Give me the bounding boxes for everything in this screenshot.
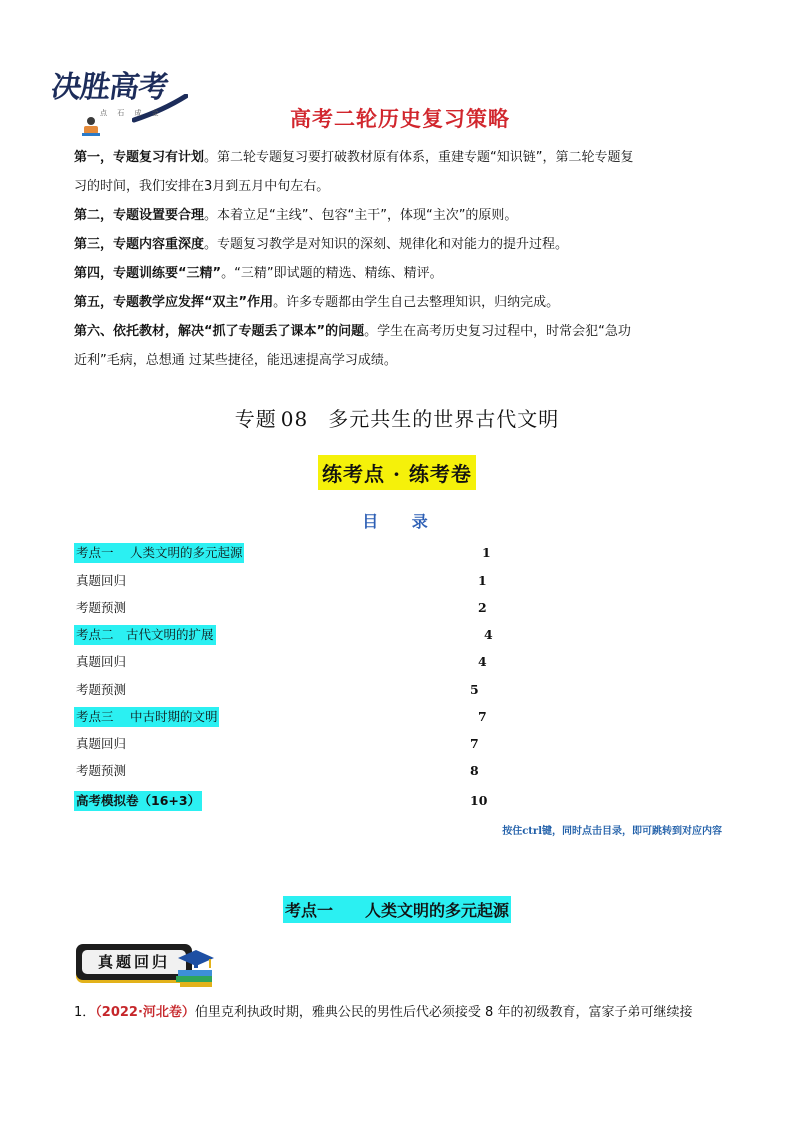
subject-name: 多元共生的世界古代文明 xyxy=(328,407,560,431)
strategy-head: 第二，专题设置要合理 xyxy=(74,208,205,223)
toc-item[interactable] xyxy=(74,652,487,672)
toc-item-page: 1 xyxy=(478,573,487,588)
toc-item[interactable] xyxy=(74,598,487,618)
strategy-list xyxy=(74,143,726,375)
toc-item-label[interactable]: 真题回归 xyxy=(76,736,127,751)
toc-item[interactable] xyxy=(74,734,479,754)
strategy-head: 第五，专题教学应发挥“双主”作用 xyxy=(74,295,274,310)
strategy-head: 第三，专题内容重深度 xyxy=(74,237,205,252)
strategy-line xyxy=(74,143,726,172)
logo-text: 决胜高考 xyxy=(49,70,170,105)
toc-note: 按住ctrl键，同时点击目录，即可跳转到对应内容 xyxy=(502,826,722,837)
toc-item-page: 1 xyxy=(482,545,491,560)
strategy-head: 第六、依托教材，解决“抓了专题丢了课本”的问题 xyxy=(74,324,365,339)
strategy-line xyxy=(74,259,726,288)
toc-item[interactable] xyxy=(74,571,487,591)
toc-item[interactable] xyxy=(74,543,491,563)
strategy-line xyxy=(74,172,726,201)
main-title: 高考二轮历史复习策略 xyxy=(290,107,510,131)
strategy-body: 习的时间，我们安排在3月到五月中旬左右。 xyxy=(74,179,330,194)
toc-item-label[interactable]: 考点一 人类文明的多元起源 xyxy=(74,543,244,563)
strategy-body: 近利”毛病，总想通 过某些捷径，能迅速提高学习成绩。 xyxy=(74,353,397,368)
strategy-body: 。许多专题都由学生自己去整理知识，归纳完成。 xyxy=(273,295,560,310)
books-icon xyxy=(172,946,216,988)
toc-item[interactable] xyxy=(74,707,487,727)
toc-item-label[interactable]: 考题预测 xyxy=(76,600,127,615)
subtitle-pill-wrap xyxy=(0,455,794,490)
toc-item[interactable] xyxy=(74,791,488,811)
toc-item[interactable] xyxy=(74,761,479,781)
strategy-body: 。学生在高考历史复习过程中，时常会犯“急功 xyxy=(364,324,631,339)
strategy-head: 第四，专题训练要“三精” xyxy=(74,266,222,281)
toc-item-page: 4 xyxy=(478,654,487,669)
subject-title xyxy=(0,403,794,432)
toc-item-label[interactable]: 考题预测 xyxy=(76,682,127,697)
section-title-wrap xyxy=(0,896,794,923)
subject-prefix: 专题 xyxy=(234,407,277,431)
toc-item-page: 4 xyxy=(484,627,493,642)
strategy-body: 。第二轮专题复习要打破教材原有体系，重建专题“知识链”，第二轮专题复 xyxy=(204,150,634,165)
question-text: 伯里克利执政时期，雅典公民的男性后代必须接受 8 年的初级教育，富家子弟可继续接 xyxy=(194,1005,693,1020)
toc-item[interactable] xyxy=(74,680,479,700)
question-number: 1． xyxy=(74,1005,96,1020)
question-source: （2022·河北卷） xyxy=(95,1005,195,1020)
toc-item-page: 7 xyxy=(478,709,487,724)
strategy-line xyxy=(74,317,726,346)
question-1 xyxy=(74,1003,734,1023)
strategy-body: 。“三精”即试题的精选、精练、精评。 xyxy=(221,266,443,281)
strategy-line xyxy=(74,346,726,375)
subtitle-pill: 练考点 · 练考卷 xyxy=(318,455,476,490)
strategy-body: 。本着立足“主线”、包容“主干”，体现“主次”的原则。 xyxy=(204,208,518,223)
section-title: 考点一 人类文明的多元起源 xyxy=(283,896,511,923)
toc-title: 目 录 xyxy=(362,512,442,531)
badge-label: 真题回归 xyxy=(82,950,186,974)
strategy-line xyxy=(74,288,726,317)
toc-item-label[interactable]: 真题回归 xyxy=(76,573,127,588)
toc-item-page: 7 xyxy=(470,736,479,751)
toc-item-page: 5 xyxy=(470,682,479,697)
strategy-line xyxy=(74,230,726,259)
toc-item-page: 8 xyxy=(470,763,479,778)
toc-item-label[interactable]: 高考模拟卷（16+3） xyxy=(74,791,202,811)
toc-item-page: 2 xyxy=(478,600,487,615)
toc-item[interactable] xyxy=(74,625,493,645)
strategy-head: 第一，专题复习有计划 xyxy=(74,150,205,165)
toc-item-page: 10 xyxy=(470,793,488,808)
toc-item-label[interactable]: 考点二 古代文明的扩展 xyxy=(74,625,216,645)
strategy-body: 。专题复习教学是对知识的深刻、规律化和对能力的提升过程。 xyxy=(204,237,569,252)
strategy-line xyxy=(74,201,726,230)
logo-subtitle: 点 石 成 金 xyxy=(100,109,163,117)
toc-item-label[interactable]: 考点三 中古时期的文明 xyxy=(74,707,219,727)
toc-item-label[interactable]: 真题回归 xyxy=(76,654,127,669)
subject-number: 08 xyxy=(280,407,309,431)
section-badge xyxy=(76,940,216,988)
toc-item-label[interactable]: 考题预测 xyxy=(76,763,127,778)
